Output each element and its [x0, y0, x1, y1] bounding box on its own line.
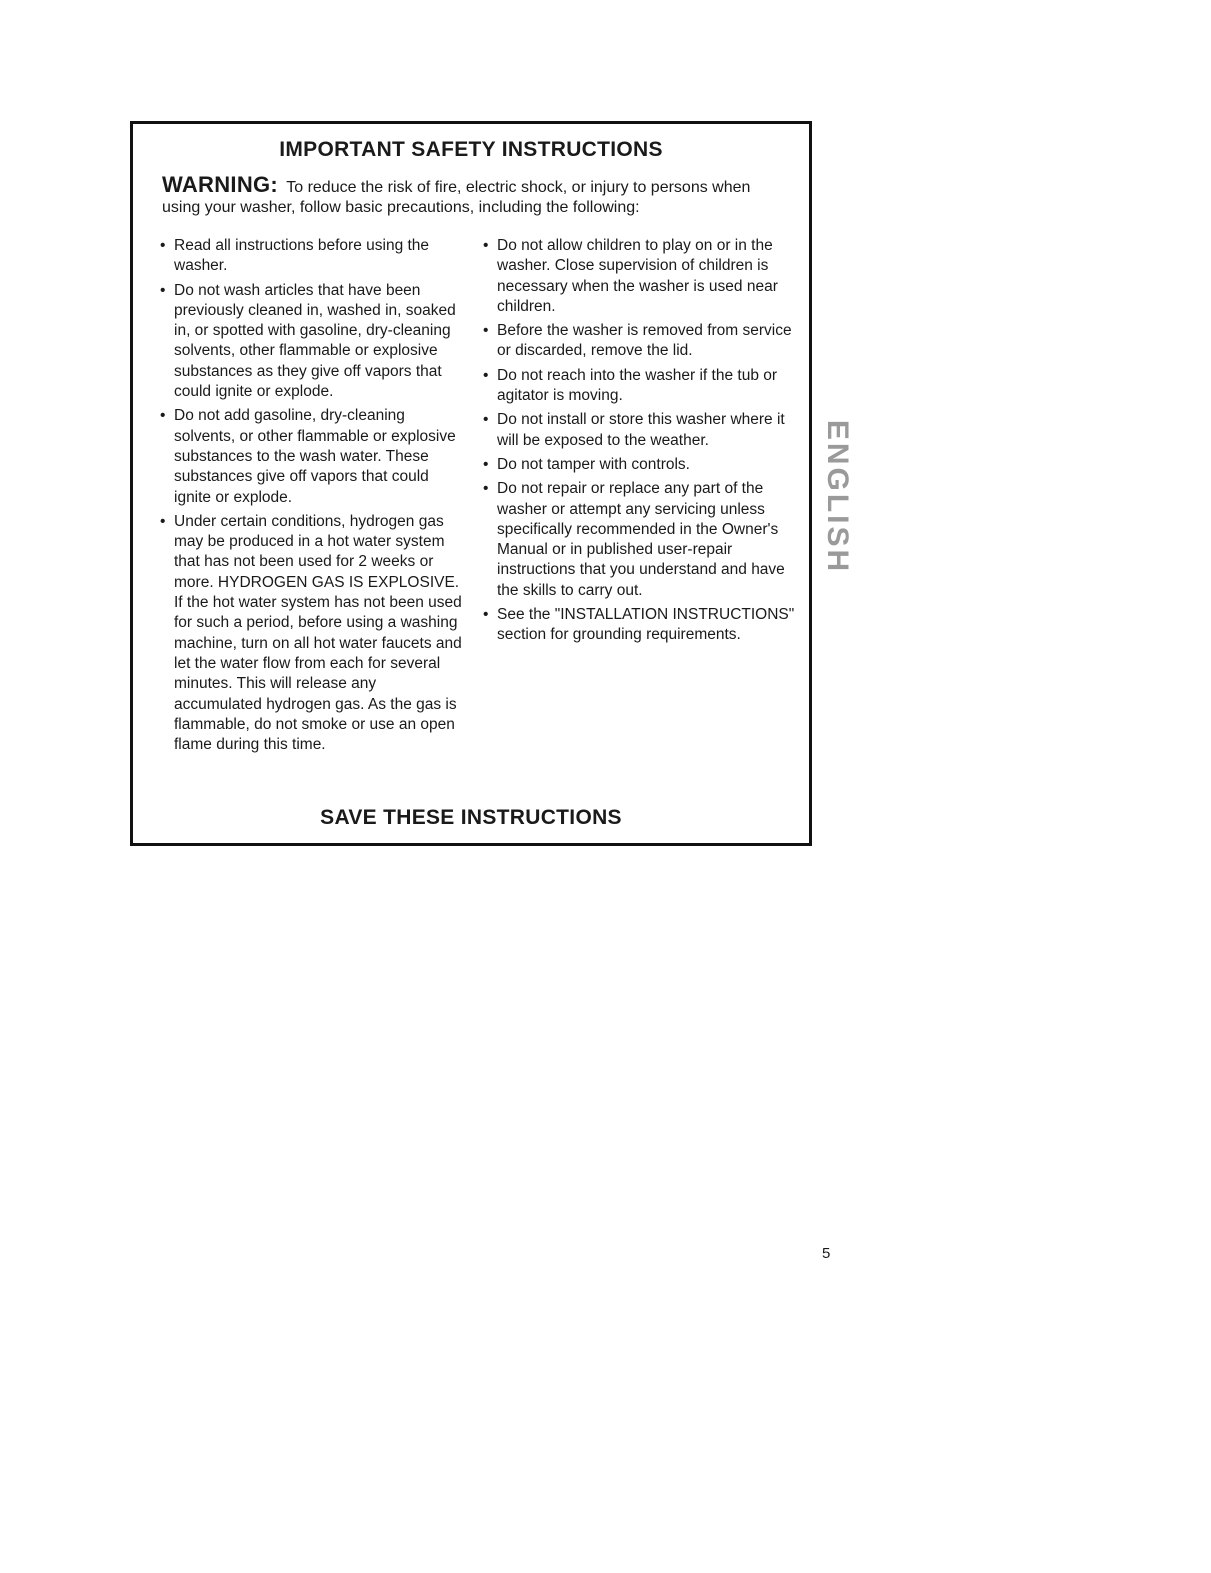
bullet-icon: • [160, 407, 166, 425]
bullet-icon: • [483, 411, 489, 429]
warning-label: WARNING: [162, 172, 279, 197]
bullet-icon: • [160, 512, 166, 530]
page-number: 5 [822, 1245, 831, 1262]
safety-instructions-box [130, 121, 812, 846]
bullet-icon: • [483, 366, 489, 384]
list-item: • Do not install or store this washer where it will be exposed to the weather. [483, 411, 785, 449]
list-item: • Read all instructions before using the washer. [160, 237, 430, 275]
bullet-icon: • [160, 237, 166, 254]
warning-text: To reduce the risk of fire, electric shock, or injury to persons when using your washer, follow basic precautions, including the following: [162, 179, 751, 216]
left-instructions-list [160, 236, 465, 759]
list-item: • Do not repair or replace any part of the washer or attempt any servicing unless specifically recommended in the Owner's Manual or in published user-repair instructions that you understand and have the skills to carry out. [483, 480, 785, 599]
save-instructions-footer: SAVE THESE INSTRUCTIONS [320, 806, 622, 829]
bullet-icon: • [483, 606, 489, 624]
right-instructions-list [483, 236, 801, 650]
list-item: • Under certain conditions, hydrogen gas may be produced in a hot water system that has not been used for 2 weeks or more. HYDROGEN GAS IS EXPLOSIVE. If the hot water system has not been used for such a period, before using a washing machine, turn on all hot water faucets and let the water flow from each for several minutes. This will release any accumulated hydrogen gas. As the gas is flammable, do not smoke or use an open flame during this time. [160, 512, 462, 754]
list-item: • See the "INSTALLATION INSTRUCTIONS" section for grounding requirements. [483, 606, 795, 644]
language-side-tab [817, 413, 857, 581]
list-item: • Do not wash articles that have been previously cleaned in, washed in, soaked in, or spotted with gasoline, dry-cleaning solvents, other flammable or explosive substances as they give off vapors that could ignite or explode. [160, 281, 456, 401]
bullet-icon: • [483, 322, 489, 340]
box-title: IMPORTANT SAFETY INSTRUCTIONS [279, 138, 663, 161]
list-item: • Do not reach into the washer if the tub or agitator is moving. [483, 366, 778, 405]
list-item: • Do not add gasoline, dry-cleaning solvents, or other flammable or explosive substances to the wash water. These substances give off vapors that could ignite or explode. [160, 407, 456, 506]
warning-paragraph [162, 172, 789, 218]
bullet-icon: • [483, 237, 489, 254]
bullet-icon: • [483, 480, 489, 498]
language-label: ENGLISH [821, 419, 855, 575]
bullet-icon: • [160, 281, 166, 299]
list-item: • Do not tamper with controls. [483, 455, 801, 475]
bullet-icon: • [483, 455, 489, 473]
list-item: • Before the washer is removed from service or discarded, remove the lid. [483, 322, 792, 360]
list-item: • Do not allow children to play on or in the washer. Close supervision of children is necessary when the washer is used near children. [483, 237, 778, 315]
